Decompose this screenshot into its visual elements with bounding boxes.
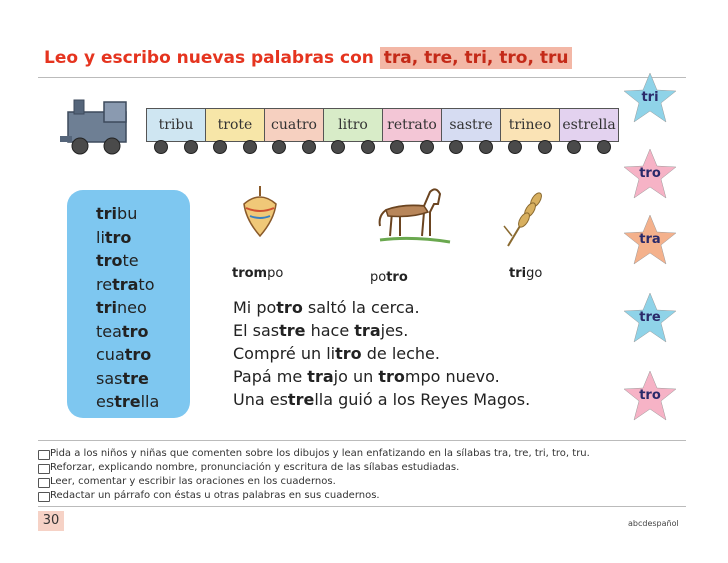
label-trigo: trigo xyxy=(509,266,543,281)
label-trompo: trompo xyxy=(232,266,284,281)
train-car-estrella: estrella xyxy=(559,108,619,142)
syllable-star-tro xyxy=(623,148,677,200)
book-icon xyxy=(38,450,50,460)
train-wheel-icon xyxy=(538,140,552,154)
train-wheel-icon xyxy=(361,140,375,154)
train-wheel-icon xyxy=(213,140,227,154)
word-litro: litro xyxy=(96,227,132,247)
teacher-note: Reforzar, explicando nombre, pronunciación y escritura de las sílabas estudiadas. xyxy=(50,462,460,473)
sentence: Papá me trajo un trompo nuevo. xyxy=(233,367,500,386)
teacher-note: Redactar un párrafo con éstas u otras palabras en sus cuadernos. xyxy=(50,490,380,501)
word-cuatro: cuatro xyxy=(96,345,152,364)
train-wheel-icon xyxy=(302,140,316,154)
word-tribu: tribu xyxy=(96,204,138,223)
train-car-cuatro: cuatro xyxy=(264,108,324,142)
train-wheel-icon xyxy=(567,140,581,154)
sentence: Una estrella guió a los Reyes Magos. xyxy=(233,390,531,409)
syllable-star-tri xyxy=(623,72,677,124)
word-retrato: retrato xyxy=(96,274,155,294)
notes-rule xyxy=(38,440,686,441)
train-car-trote: trote xyxy=(205,108,265,142)
title-rule xyxy=(38,77,686,78)
footer-brand: abcdespañol xyxy=(628,519,679,528)
train-wheel-icon xyxy=(508,140,522,154)
star-label: tra xyxy=(639,232,661,247)
train-illustration xyxy=(60,96,620,158)
train-wheel-icon xyxy=(243,140,257,154)
teacher-note: Leer, comentar y escribir las oraciones en los cuadernos. xyxy=(50,476,336,487)
word-teatro: teatro xyxy=(96,321,149,341)
train-wheel-icon xyxy=(184,140,198,154)
locomotive-icon xyxy=(60,96,140,158)
train-wheel-icon xyxy=(420,140,434,154)
star-label: tro xyxy=(639,166,661,181)
sentence: Compré un litro de leche. xyxy=(233,344,440,363)
word-trote: trote xyxy=(96,251,139,270)
train-wheel-icon xyxy=(449,140,463,154)
footer-rule xyxy=(38,506,686,507)
syllable-star-tra xyxy=(623,214,677,266)
wheat-icon xyxy=(498,190,550,248)
teacher-note: Pida a los niños y niñas que comenten sobre los dibujos y lean enfatizando en la sílabas tra, tre, tri, tro, tru. xyxy=(50,448,590,459)
word-trineo: trineo xyxy=(96,298,147,317)
train-wheel-icon xyxy=(331,140,345,154)
word-sastre: sastre xyxy=(96,368,149,388)
train-car-trineo: trineo xyxy=(500,108,560,142)
train-car-retrato: retrato xyxy=(382,108,442,142)
spinning-top-icon xyxy=(240,186,280,240)
star-label: tro xyxy=(639,388,661,403)
train-wheel-icon xyxy=(597,140,611,154)
train-wheel-icon xyxy=(479,140,493,154)
train-car-tribu: tribu xyxy=(146,108,206,142)
book-icon xyxy=(38,492,50,502)
title-prefix: Leo y escribo nuevas palabras con xyxy=(44,48,380,68)
book-icon xyxy=(38,464,50,474)
train-car-sastre: sastre xyxy=(441,108,501,142)
sentence: El sastre hace trajes. xyxy=(233,321,409,340)
star-label: tri xyxy=(641,90,659,105)
book-icon xyxy=(38,478,50,488)
syllable-star-tro xyxy=(623,370,677,422)
star-label: tre xyxy=(639,310,661,325)
page-number: 30 xyxy=(38,511,64,531)
label-potro: potro xyxy=(370,270,408,285)
train-wheel-icon xyxy=(390,140,404,154)
train-wheel-icon xyxy=(154,140,168,154)
train-car-litro: litro xyxy=(323,108,383,142)
word-estrella: estrella xyxy=(96,392,160,411)
title-syllables: tra, tre, tri, tro, tru xyxy=(380,47,573,69)
syllable-star-tre xyxy=(623,292,677,344)
page-title xyxy=(44,48,572,68)
horse-icon xyxy=(372,182,452,250)
sentence: Mi potro saltó la cerca. xyxy=(233,298,420,317)
train-wheel-icon xyxy=(272,140,286,154)
